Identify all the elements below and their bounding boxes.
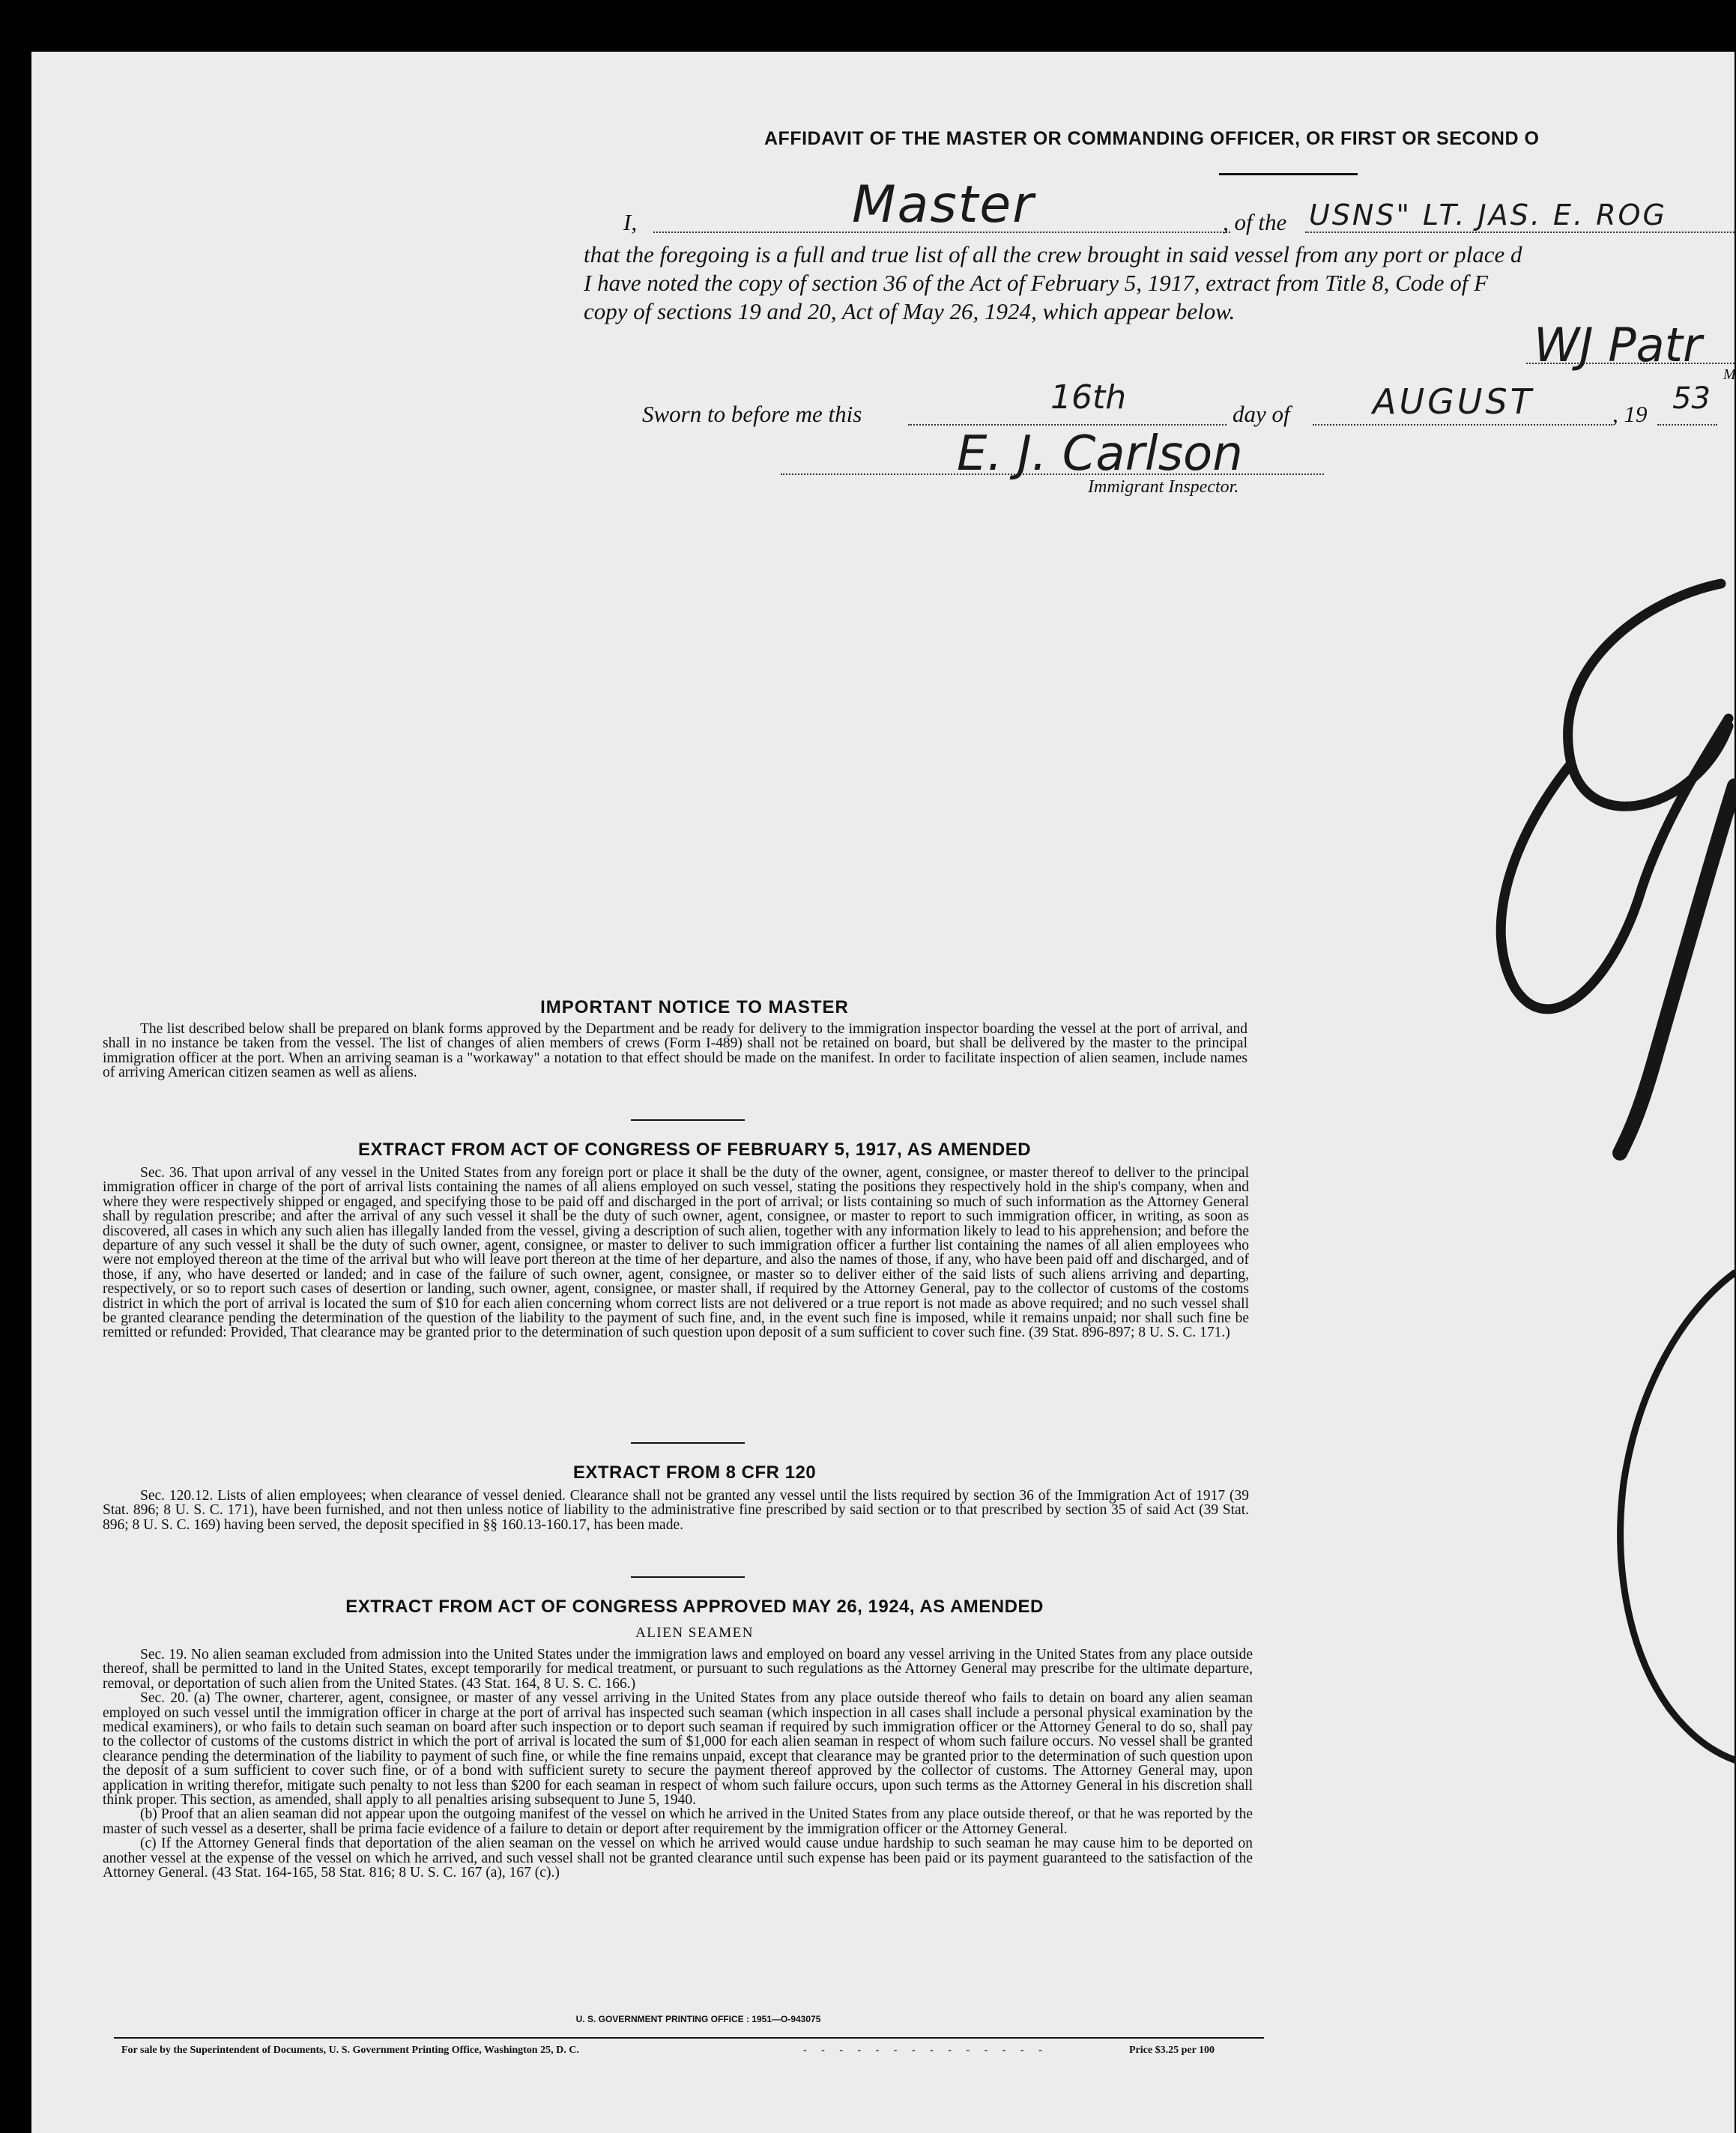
cfr-body: [103, 1489, 1249, 1532]
year-prefix: , 19: [1612, 401, 1648, 427]
day-of-label: day of: [1233, 401, 1290, 427]
arc-path: [1621, 1273, 1735, 1760]
master-title-mark: M: [1723, 366, 1736, 383]
inspector-signature: E. J. Carlson: [957, 426, 1243, 482]
cfr-heading: EXTRACT FROM 8 CFR 120: [572, 1462, 817, 1483]
gpo-imprint: U. S. GOVERNMENT PRINTING OFFICE : 1951—O-943075: [575, 2014, 821, 2024]
cfr-paragraph: Sec. 120.12. Lists of alien employees; when clearance of vessel denied. Clearance shall not be granted any vessel until the lists required by section 36 of the Immigration Act of 1917 (39 Stat. 896; 8 U. S. C. 171), have been furnished, and not then unless notice of liability to the administrative fine prescribed by said section or to that prescribed by section 35 of said Act (39 Stat. 896; 8 U. S. C. 169) having been served, the deposit specified in §§ 160.13-160.17, has been made.: [103, 1488, 1249, 1533]
title-rule: [1219, 173, 1358, 175]
notice-paragraph: The list described below shall be prepared on blank forms approved by the Department and be ready for delivery to the immigration inspector boarding the vessel at the port of arrival, and shall in no instance be taken from the vessel. The list of changes of alien members of crews (Form I-489) shall not be retained on board, but shall be delivered by the master to the principal immigration officer at the port. When an arriving seaman is a "workaway" a notation to that effect should be made on the manifest. In order to facilitate inspection of alien seamen, include names of arriving American citizen seamen as well as aliens.: [103, 1021, 1247, 1081]
handwritten-role: Master: [852, 175, 1035, 235]
day-fill-line: [908, 424, 1227, 426]
handwritten-day: 16th: [1050, 378, 1127, 417]
master-signature: WJ Patr: [1534, 318, 1702, 372]
section-divider: [631, 1576, 745, 1578]
stroke-path: [1620, 786, 1735, 1153]
affidavit-line-3: I have noted the copy of section 36 of the Act of February 5, 1917, extract from Title 8, Code of F: [584, 270, 1489, 296]
sec-20b-paragraph: (b) Proof that an alien seaman did not appear upon the outgoing manifest of the vessel on which he arrived in the United States from any place outside thereof, or that he was reported by the master of such vessel as a deserter, shall be prima facie evidence of a failure to detain or deport after requirement by the immigration officer or the Attorney General.: [103, 1806, 1253, 1837]
month-fill-line: [1313, 424, 1612, 426]
inspector-label: Immigrant Inspector.: [1088, 477, 1239, 497]
year-fill-line: [1657, 424, 1717, 426]
extract-1917-heading: EXTRACT FROM ACT OF CONGRESS OF FEBRUARY 5, 1917, AS AMENDED: [357, 1140, 1032, 1160]
affidavit-of-the-label: , of the: [1223, 209, 1287, 235]
extract-1924-body: [103, 1648, 1253, 1881]
sec-36-paragraph: Sec. 36. That upon arrival of any vessel in the United States from any foreign port or place it shall be the duty of the owner, agent, consignee, or master thereof to deliver to the principal immigration officer in charge of the port of arrival lists containing the names of all aliens employed on such vessel, stating the positions they respectively hold in the ship's company, when and where they were respectively shipped or engaged, and specifying those to be paid off and discharged in the port of arrival; or lists containing so much of such information as the Attorney General shall by regulation prescribe; and after the arrival of any such vessel it shall be the duty of such owner, agent, consignee, or master to report to such immigration officer, in writing, as soon as discovered, all cases in which any such alien has illegally landed from the vessel, giving a description of such alien, together with any information likely to lead to his apprehension; and before the departure of any such vessel it shall be the duty of such owner, agent, consignee, or master to deliver to such immigration officer a further list containing the names of all alien employees who were not employed thereon at the time of the arrival but who will leave port thereon at the time of her departure, and also the names of those, if any, who have been paid off and discharged, and of those, if any, who have deserted or landed; and in case of the failure of such owner, agent, consignee, or master so to deliver either of the said lists of such aliens arriving and departing, respectively, or so to report such cases of desertion or landing, such owner, agent, consignee, or master shall, if required by the Attorney General, pay to the collector of customs of the costoms district in which the port of arrival is located the sum of $10 for each alien concerning whom correct lists are not delivered or a true report is not made as above required; and no such vessel shall be granted clearance pending the determination of the question of the liability to the payment of such fine, and, in the event such fine is imposed, while it remains unpaid; nor shall such fine be remitted or refunded: Provided, That clearance may be granted prior to the determination of such question upon deposit of a sum sufficient to cover such fine. (39 Stat. 896-897; 8 U. S. C. 171.): [103, 1165, 1249, 1341]
section-divider: [631, 1442, 745, 1444]
sec-20a-paragraph: Sec. 20. (a) The owner, charterer, agent, consignee, or master of any vessel arriving in the United States from any place outside thereof who fails to detain on board any alien seaman employed on such vessel until the immigration officer in charge at the port of arrival has inspected such seaman (which inspection in all cases shall include a personal physical examination by the medical examiners), or who fails to detain such seaman on board after such inspection or to deport such seaman if required by such immigration officer or the Attorney General to do so, shall pay to the collector of customs of the customs district in which the port of arrival is located the sum of $1,000 for each alien seaman in respect of whom such failure occurs. No vessel shall be granted clearance pending the determination of the liability to payment of such fine, or while the fine remains unpaid, except that clearance may be granted prior to the determination of such question upon the deposit of a sum sufficient to cover such fine, or of a bond with sufficient surety to secure the payment thereof approved by the collector of customs. The Attorney General may, upon application in writing therefor, mitigate such penalty to not less than $200 for each seaman in respect of whom such failure occurs, upon such terms as the Attorney General in his discretion shall think proper. This section, as amended, shall apply to all penalties arising subsequent to June 5, 1940.: [103, 1690, 1253, 1809]
footer-price: Price $3.25 per 100: [1129, 2045, 1215, 2056]
vessel-fill-line: [1305, 232, 1735, 233]
sworn-label: Sworn to before me this: [642, 401, 862, 427]
extract-1924-heading: EXTRACT FROM ACT OF CONGRESS APPROVED MAY 26, 1924, AS AMENDED: [345, 1597, 1044, 1617]
footer-sale-note: For sale by the Superintendent of Documents, U. S. Government Printing Office, Washington 25, D. C.: [121, 2045, 579, 2056]
extract-1917-body: [103, 1166, 1249, 1340]
handwritten-year: 53: [1672, 381, 1711, 416]
affidavit-line-4: copy of sections 19 and 20, Act of May 26, 1924, which appear below.: [584, 298, 1236, 324]
margin-mark-svg: [1459, 539, 1735, 1812]
alien-seamen-subheading: ALIEN SEAMEN: [635, 1625, 754, 1641]
sec-19-paragraph: Sec. 19. No alien seaman excluded from admission into the United States under the immigration laws and employed on board any vessel arriving in the United States from any place outside thereof, shall be permitted to land in the United States, except temporarily for medical treatment, or pursuant to such regulations as the Attorney General may prescribe for the ultimate departure, removal, or deportation of such alien from the United States. (43 Stat. 164, 8 U. S. C. 166.): [103, 1647, 1253, 1692]
form-page: [31, 52, 1735, 2133]
sec-20c-paragraph: (c) If the Attorney General finds that deportation of the alien seaman on the vessel on which he arrived would cause undue hardship to such seaman he may cause him to be deported on another vessel at the expense of the vessel on which he arrived, and such vessel shall not be granted clearance until such expense has been paid or its payment guaranteed to the satisfaction of the Attorney General. (43 Stat. 164-165, 58 Stat. 816; 8 U. S. C. 167 (a), 167 (c).): [103, 1836, 1253, 1881]
section-divider: [631, 1119, 745, 1121]
handwritten-month: AUGUST: [1373, 381, 1534, 422]
affidavit-line-2: that the foregoing is a full and true list of all the crew brought in said vessel from any port or place d: [584, 241, 1522, 267]
affidavit-i-label: I,: [623, 209, 638, 235]
notice-heading: IMPORTANT NOTICE TO MASTER: [540, 997, 849, 1017]
notice-body: [103, 1022, 1247, 1080]
footer-dashes: - - - - - - - - - - - - - -: [803, 2045, 1048, 2056]
margin-annotation: [1459, 539, 1735, 1812]
affidavit-title: AFFIDAVIT OF THE MASTER OR COMMANDING OFFICER, OR FIRST OR SECOND O: [764, 128, 1540, 149]
footer-rule: [114, 2037, 1264, 2039]
handwritten-vessel: USNS" LT. JAS. E. ROG: [1309, 199, 1667, 232]
